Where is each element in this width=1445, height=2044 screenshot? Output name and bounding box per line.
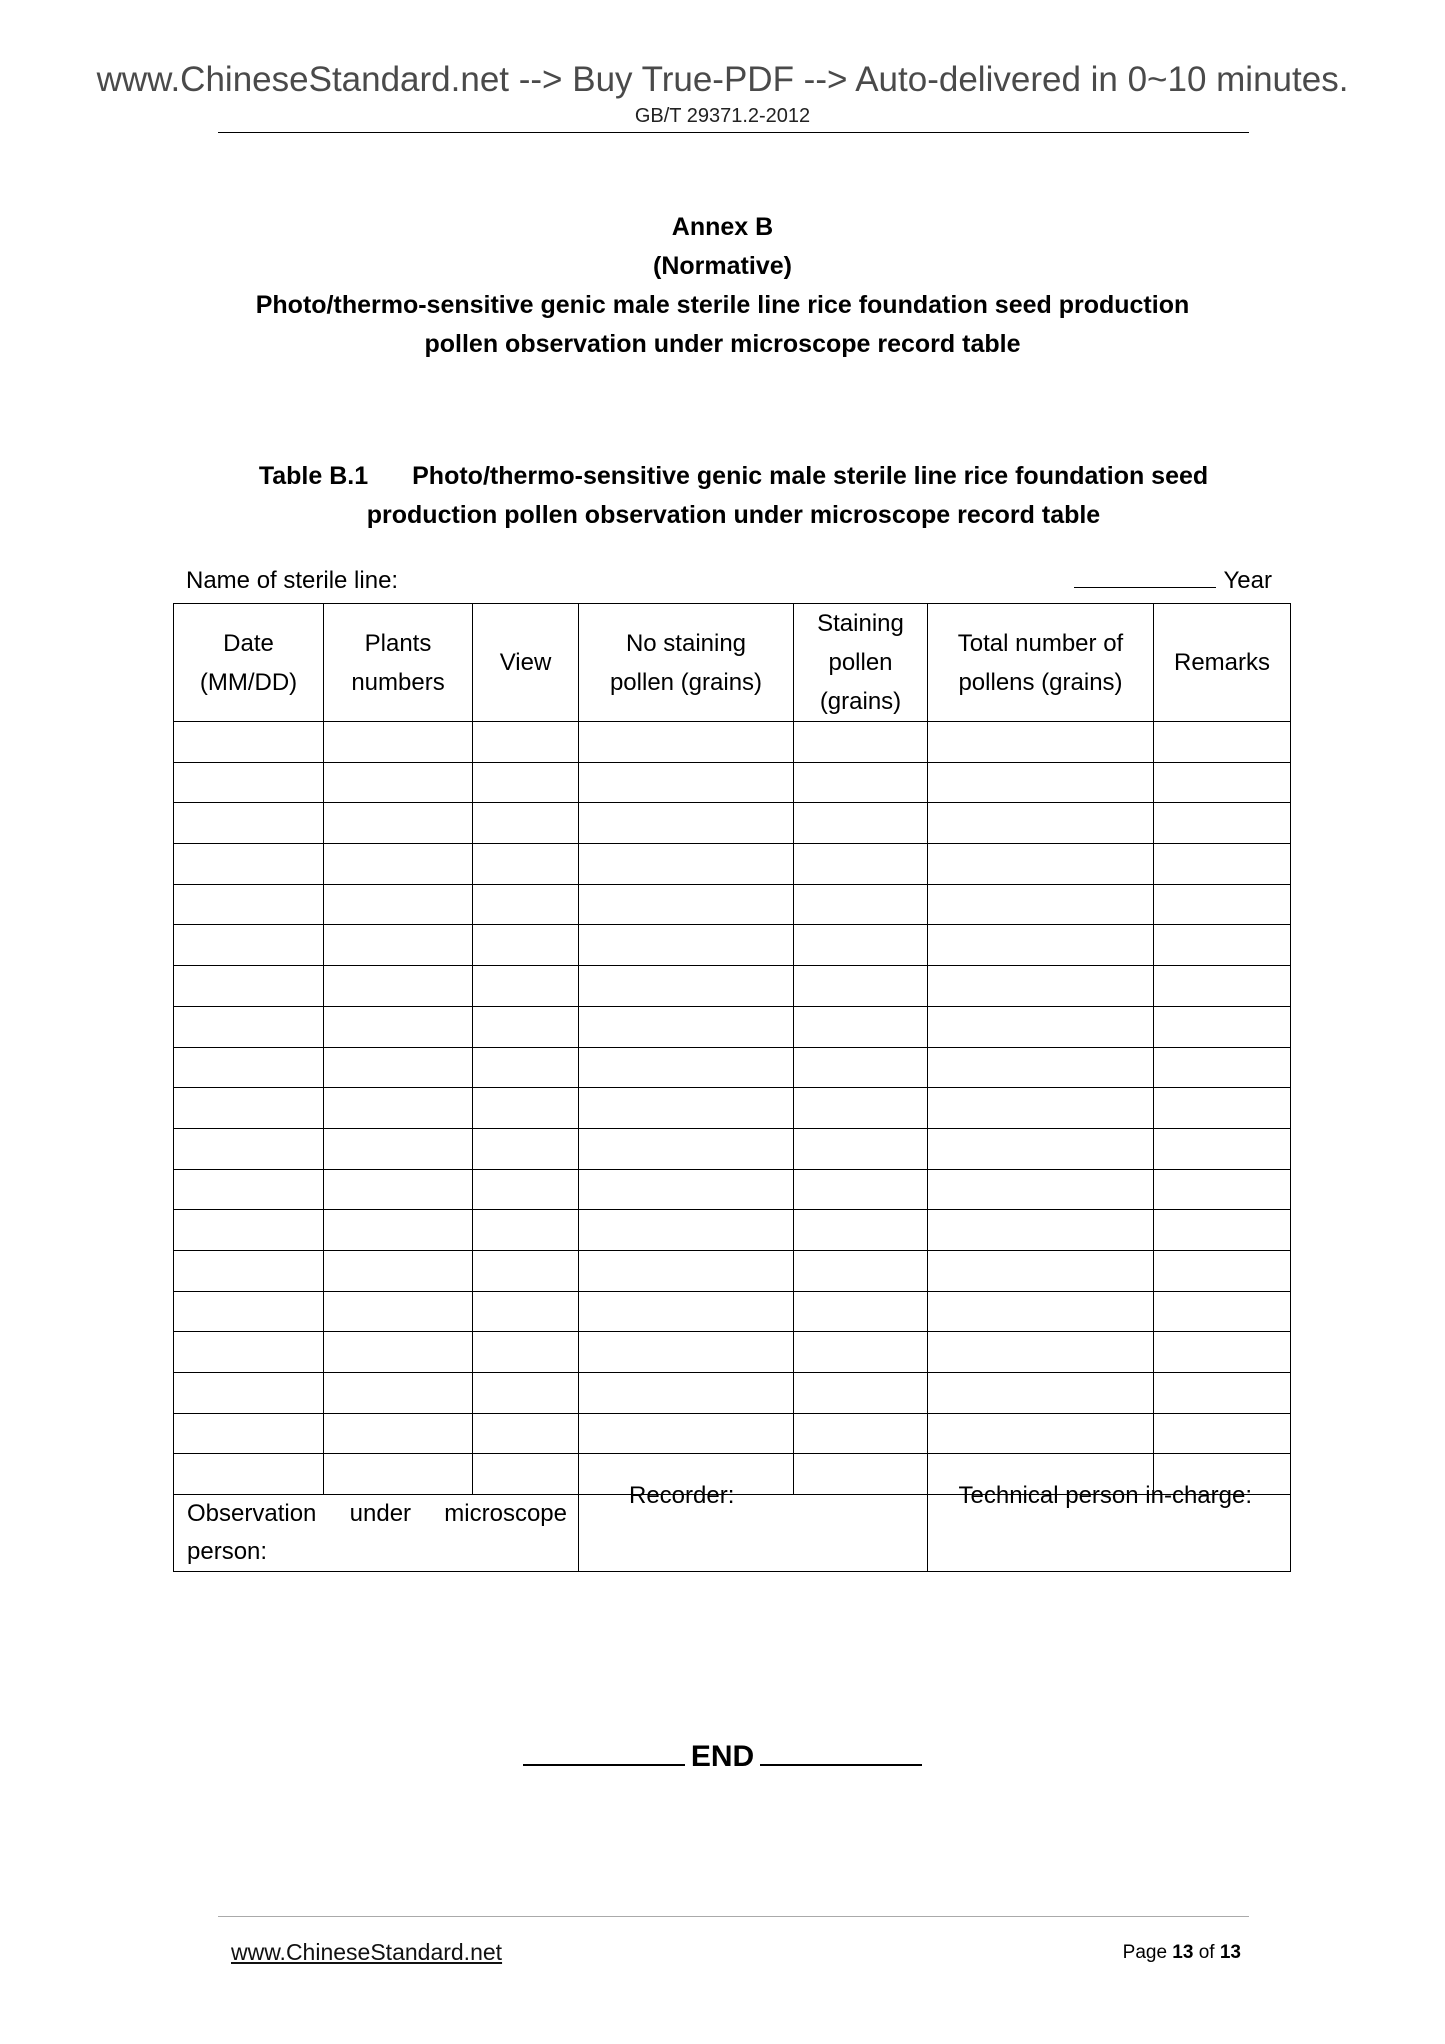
table-cell[interactable]: [579, 762, 794, 803]
table-cell[interactable]: [324, 1413, 473, 1454]
table-cell[interactable]: [579, 925, 794, 966]
table-cell[interactable]: [1154, 1291, 1291, 1332]
table-cell[interactable]: [473, 722, 579, 763]
table-cell[interactable]: [324, 1373, 473, 1414]
table-cell[interactable]: [1154, 722, 1291, 763]
table-cell[interactable]: [1154, 1006, 1291, 1047]
table-cell[interactable]: [473, 1006, 579, 1047]
table-cell[interactable]: [174, 722, 324, 763]
table-cell[interactable]: [473, 803, 579, 844]
col-plants-numbers: Plants numbers: [324, 604, 473, 722]
table-cell[interactable]: [174, 1413, 324, 1454]
standard-number: GB/T 29371.2-2012: [634, 105, 811, 127]
observer-label-line1: Observation under microscope: [187, 1500, 567, 1528]
table-cell[interactable]: [473, 1047, 579, 1088]
table-cell[interactable]: [928, 1128, 1154, 1169]
table-cell[interactable]: [928, 762, 1154, 803]
table-cell[interactable]: [1154, 1250, 1291, 1291]
annex-title: Annex B: [671, 213, 774, 241]
table-row: [174, 1332, 1291, 1373]
header-divider: [218, 132, 1249, 133]
table-cell[interactable]: [928, 1006, 1154, 1047]
table-row: [174, 1088, 1291, 1129]
table-cell[interactable]: [928, 1169, 1154, 1210]
table-cell[interactable]: [1154, 1169, 1291, 1210]
page-total: 13: [1219, 1942, 1241, 1963]
table-cell[interactable]: [324, 1128, 473, 1169]
table-cell[interactable]: [579, 1088, 794, 1129]
table-title-line2: production pollen observation under microscope record table: [366, 501, 1101, 529]
table-cell[interactable]: [1154, 844, 1291, 885]
table-cell[interactable]: [473, 1210, 579, 1251]
table-cell[interactable]: [794, 1088, 928, 1129]
table-cell[interactable]: [928, 803, 1154, 844]
table-cell[interactable]: [928, 1088, 1154, 1129]
table-cell[interactable]: [579, 1250, 794, 1291]
table-cell[interactable]: [473, 925, 579, 966]
col-staining: Staining pollen (grains): [794, 604, 928, 722]
table-cell[interactable]: [1154, 884, 1291, 925]
table-cell[interactable]: [324, 1332, 473, 1373]
table-cell[interactable]: [579, 1373, 794, 1414]
technical-person-label: Technical person in-charge:: [958, 1482, 1252, 1510]
table-cell[interactable]: [174, 1291, 324, 1332]
table-cell[interactable]: [174, 966, 324, 1007]
table-cell[interactable]: [174, 1250, 324, 1291]
table-cell[interactable]: [174, 1088, 324, 1129]
table-header-row: [174, 604, 1291, 722]
table-cell[interactable]: [579, 1128, 794, 1169]
table-cell[interactable]: [794, 803, 928, 844]
col-no-staining: No staining pollen (grains): [579, 604, 794, 722]
table-cell[interactable]: [473, 1291, 579, 1332]
table-row: [174, 803, 1291, 844]
table-cell[interactable]: [928, 1291, 1154, 1332]
site-banner: www.ChineseStandard.net --> Buy True-PDF --> Auto-delivered in 0~10 minutes.: [96, 60, 1349, 99]
table-cell[interactable]: [928, 1332, 1154, 1373]
table-cell[interactable]: [174, 884, 324, 925]
table-cell[interactable]: [174, 1454, 324, 1495]
table-cell[interactable]: [928, 1210, 1154, 1251]
table-cell[interactable]: [794, 966, 928, 1007]
year-blank: [1074, 563, 1216, 588]
table-cell[interactable]: [324, 762, 473, 803]
table-row: [174, 762, 1291, 803]
table-cell[interactable]: [1154, 925, 1291, 966]
table-row: [174, 1169, 1291, 1210]
table-cell[interactable]: [324, 1047, 473, 1088]
table-cell[interactable]: [579, 1047, 794, 1088]
table-row: [174, 884, 1291, 925]
table-cell[interactable]: [473, 1454, 579, 1495]
table-cell[interactable]: [794, 1454, 928, 1495]
year-label: Year: [1223, 567, 1272, 594]
table-cell[interactable]: [174, 1047, 324, 1088]
table-cell[interactable]: [324, 1088, 473, 1129]
table-row: [174, 1128, 1291, 1169]
table-cell[interactable]: [473, 1332, 579, 1373]
table-cell[interactable]: [1154, 762, 1291, 803]
page-indicator: Page 13 of 13: [1122, 1942, 1241, 1963]
table-row: [174, 925, 1291, 966]
end-label: END: [690, 1740, 755, 1773]
table-cell[interactable]: [1154, 1332, 1291, 1373]
table-cell[interactable]: [1154, 1373, 1291, 1414]
table-cell[interactable]: [473, 1088, 579, 1129]
table-row: [174, 1047, 1291, 1088]
table-cell[interactable]: [928, 1047, 1154, 1088]
table-cell[interactable]: [324, 925, 473, 966]
table-cell[interactable]: [324, 1291, 473, 1332]
table-cell[interactable]: [794, 1250, 928, 1291]
table-cell[interactable]: [794, 925, 928, 966]
table-cell[interactable]: [579, 803, 794, 844]
table-cell[interactable]: [579, 966, 794, 1007]
table-cell[interactable]: [473, 966, 579, 1007]
table-cell[interactable]: [324, 1454, 473, 1495]
table-cell[interactable]: [928, 722, 1154, 763]
table-cell[interactable]: [794, 1047, 928, 1088]
table-cell[interactable]: [579, 1169, 794, 1210]
table-cell[interactable]: [794, 722, 928, 763]
table-cell[interactable]: [1154, 1047, 1291, 1088]
annex-heading-line2: pollen observation under microscope record table: [424, 330, 1021, 358]
end-marker: [0, 1734, 1445, 1777]
col-date: Date (MM/DD): [174, 604, 324, 722]
annex-type: (Normative): [653, 252, 792, 280]
table-cell[interactable]: [928, 884, 1154, 925]
table-cell[interactable]: [794, 1332, 928, 1373]
table-cell[interactable]: [1154, 803, 1291, 844]
table-cell[interactable]: [174, 803, 324, 844]
table-cell[interactable]: [794, 1006, 928, 1047]
table-cell[interactable]: [324, 884, 473, 925]
table-cell[interactable]: [928, 925, 1154, 966]
footer-divider: [218, 1916, 1249, 1917]
table-caption: [218, 457, 1249, 535]
table-cell[interactable]: [473, 762, 579, 803]
table-cell[interactable]: [1154, 1128, 1291, 1169]
table-cell[interactable]: [1154, 966, 1291, 1007]
end-rule-right: [760, 1734, 922, 1766]
table-cell[interactable]: [324, 966, 473, 1007]
sterile-line-bar: [186, 563, 1272, 599]
table-cell[interactable]: [473, 844, 579, 885]
table-cell[interactable]: [473, 884, 579, 925]
table-cell[interactable]: [1154, 1088, 1291, 1129]
table-cell[interactable]: [324, 1210, 473, 1251]
table-cell[interactable]: [794, 884, 928, 925]
table-cell[interactable]: [928, 844, 1154, 885]
table-row: [174, 1250, 1291, 1291]
table-cell[interactable]: [324, 803, 473, 844]
table-cell[interactable]: [324, 1169, 473, 1210]
table-cell[interactable]: [174, 925, 324, 966]
col-remarks: Remarks: [1154, 604, 1291, 722]
observer-cell: [174, 1495, 579, 1572]
end-rule-left: [523, 1734, 685, 1766]
table-row: [174, 1373, 1291, 1414]
table-cell[interactable]: [928, 1373, 1154, 1414]
table-cell[interactable]: [794, 1128, 928, 1169]
table-cell[interactable]: [473, 1373, 579, 1414]
table-cell[interactable]: [1154, 1413, 1291, 1454]
col-total-pollens: Total number of pollens (grains): [928, 604, 1154, 722]
pollen-record-table: [173, 603, 1291, 1572]
table-cell[interactable]: [174, 1128, 324, 1169]
table-cell[interactable]: [579, 884, 794, 925]
recorder-cell: [579, 1482, 928, 1572]
table-cell[interactable]: [174, 762, 324, 803]
annex-heading-line1: Photo/thermo-sensitive genic male sterile line rice foundation seed production: [255, 291, 1190, 319]
table-row: [174, 1413, 1291, 1454]
table-cell[interactable]: [174, 1169, 324, 1210]
table-cell[interactable]: [473, 1169, 579, 1210]
table-number: Table B.1: [258, 462, 369, 490]
table-row: [174, 1291, 1291, 1332]
table-cell[interactable]: [794, 1291, 928, 1332]
table-cell[interactable]: [579, 722, 794, 763]
table-cell[interactable]: [324, 722, 473, 763]
recorder-label: Recorder:: [629, 1482, 735, 1510]
footer-url[interactable]: www.ChineseStandard.net: [231, 1939, 503, 1965]
table-cell[interactable]: [174, 1332, 324, 1373]
table-cell[interactable]: [473, 1128, 579, 1169]
table-cell[interactable]: [324, 1250, 473, 1291]
table-footer-row: [174, 1495, 1291, 1572]
table-cell[interactable]: [794, 1413, 928, 1454]
table-row: [174, 1006, 1291, 1047]
observer-label-line2: person:: [187, 1538, 268, 1566]
table-cell[interactable]: [794, 1169, 928, 1210]
table-cell[interactable]: [579, 1413, 794, 1454]
table-cell[interactable]: [473, 1413, 579, 1454]
table-cell[interactable]: [473, 1250, 579, 1291]
table-cell[interactable]: [579, 1210, 794, 1251]
table-cell[interactable]: [794, 1210, 928, 1251]
table-cell[interactable]: [174, 844, 324, 885]
table-cell[interactable]: [324, 844, 473, 885]
table-cell[interactable]: [794, 762, 928, 803]
table-cell[interactable]: [1154, 1210, 1291, 1251]
page-current: 13: [1172, 1942, 1194, 1963]
table-cell[interactable]: [928, 1413, 1154, 1454]
table-row: [174, 844, 1291, 885]
table-title-line1: Photo/thermo-sensitive genic male sterile line rice foundation seed: [412, 462, 1209, 490]
table-row: [174, 722, 1291, 763]
table-cell[interactable]: [579, 1332, 794, 1373]
table-cell[interactable]: [174, 1210, 324, 1251]
technical-cell: [928, 1482, 1291, 1572]
table-cell[interactable]: [794, 844, 928, 885]
col-view: View: [473, 604, 579, 722]
table-cell[interactable]: [174, 1006, 324, 1047]
table-cell[interactable]: [324, 1006, 473, 1047]
annex-heading: [0, 208, 1445, 364]
table-cell[interactable]: [794, 1373, 928, 1414]
table-cell[interactable]: [174, 1373, 324, 1414]
year-field: [1074, 563, 1273, 599]
table-cell[interactable]: [928, 1250, 1154, 1291]
table-cell[interactable]: [579, 844, 794, 885]
table-cell[interactable]: [928, 966, 1154, 1007]
sterile-line-label: Name of sterile line:: [186, 567, 399, 594]
table-row: [174, 1210, 1291, 1251]
table-cell[interactable]: [579, 1006, 794, 1047]
table-cell[interactable]: [579, 1291, 794, 1332]
table-row: [174, 966, 1291, 1007]
